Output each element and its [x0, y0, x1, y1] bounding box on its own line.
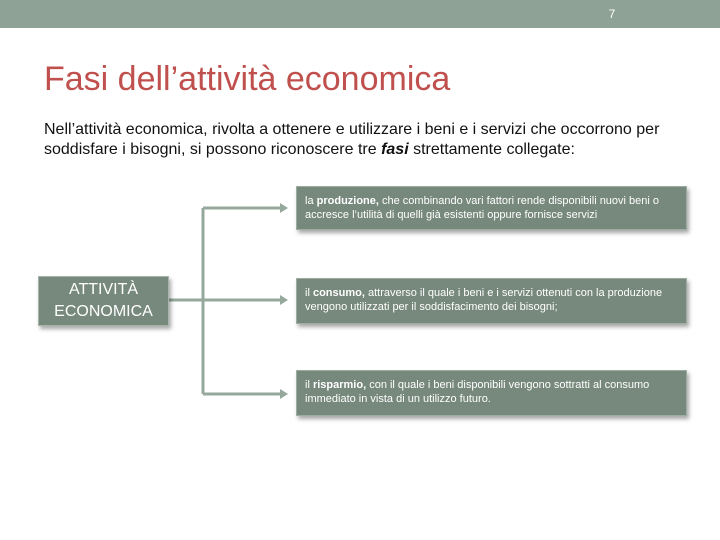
intro-emphasis: fasi — [381, 141, 409, 158]
phase-text: attraverso il quale i beni e i servizi ottenuti con la produzione vengono utilizzati per il soddisfacimento dei bisogni; — [305, 287, 663, 313]
phase-prefix: la — [305, 195, 317, 207]
page-number: 7 — [608, 7, 616, 21]
phase-text: che combinando vari fattori rende disponibili nuovi beni o accresce l’utilità di quelli già esistenti oppure fornisce servizi — [305, 195, 660, 221]
phase-box-risparmio — [296, 370, 687, 416]
slide-title: Fasi dell’attività economica — [44, 60, 451, 98]
phase-term: risparmio, — [312, 379, 367, 391]
intro-text-after: strettamente collegate: — [408, 141, 575, 158]
arrowhead-produzione — [280, 203, 288, 213]
arrowhead-risparmio — [280, 389, 288, 399]
phase-prefix: il — [305, 287, 313, 299]
arrowhead-consumo — [280, 295, 288, 305]
intro-text-before: Nell’attività economica, rivolta a ottenere e utilizzare i beni e i servizi che occorrono per soddisfare i bisogni, si possono riconoscere tre — [44, 121, 660, 158]
phase-text: con il quale i beni disponibili vengono sottratti al consumo immediato in vista di un utilizzo futuro. — [305, 379, 650, 405]
phase-prefix: il — [305, 379, 313, 391]
phase-box-produzione — [296, 186, 687, 230]
central-box-attivita-economica — [38, 276, 169, 326]
phase-term: consumo, — [312, 287, 365, 299]
phase-box-consumo — [296, 278, 687, 324]
central-box-line2: ECONOMICA — [54, 303, 153, 320]
phase-term: produzione, — [316, 195, 379, 207]
central-box-line1: ATTIVITÀ — [68, 281, 139, 298]
